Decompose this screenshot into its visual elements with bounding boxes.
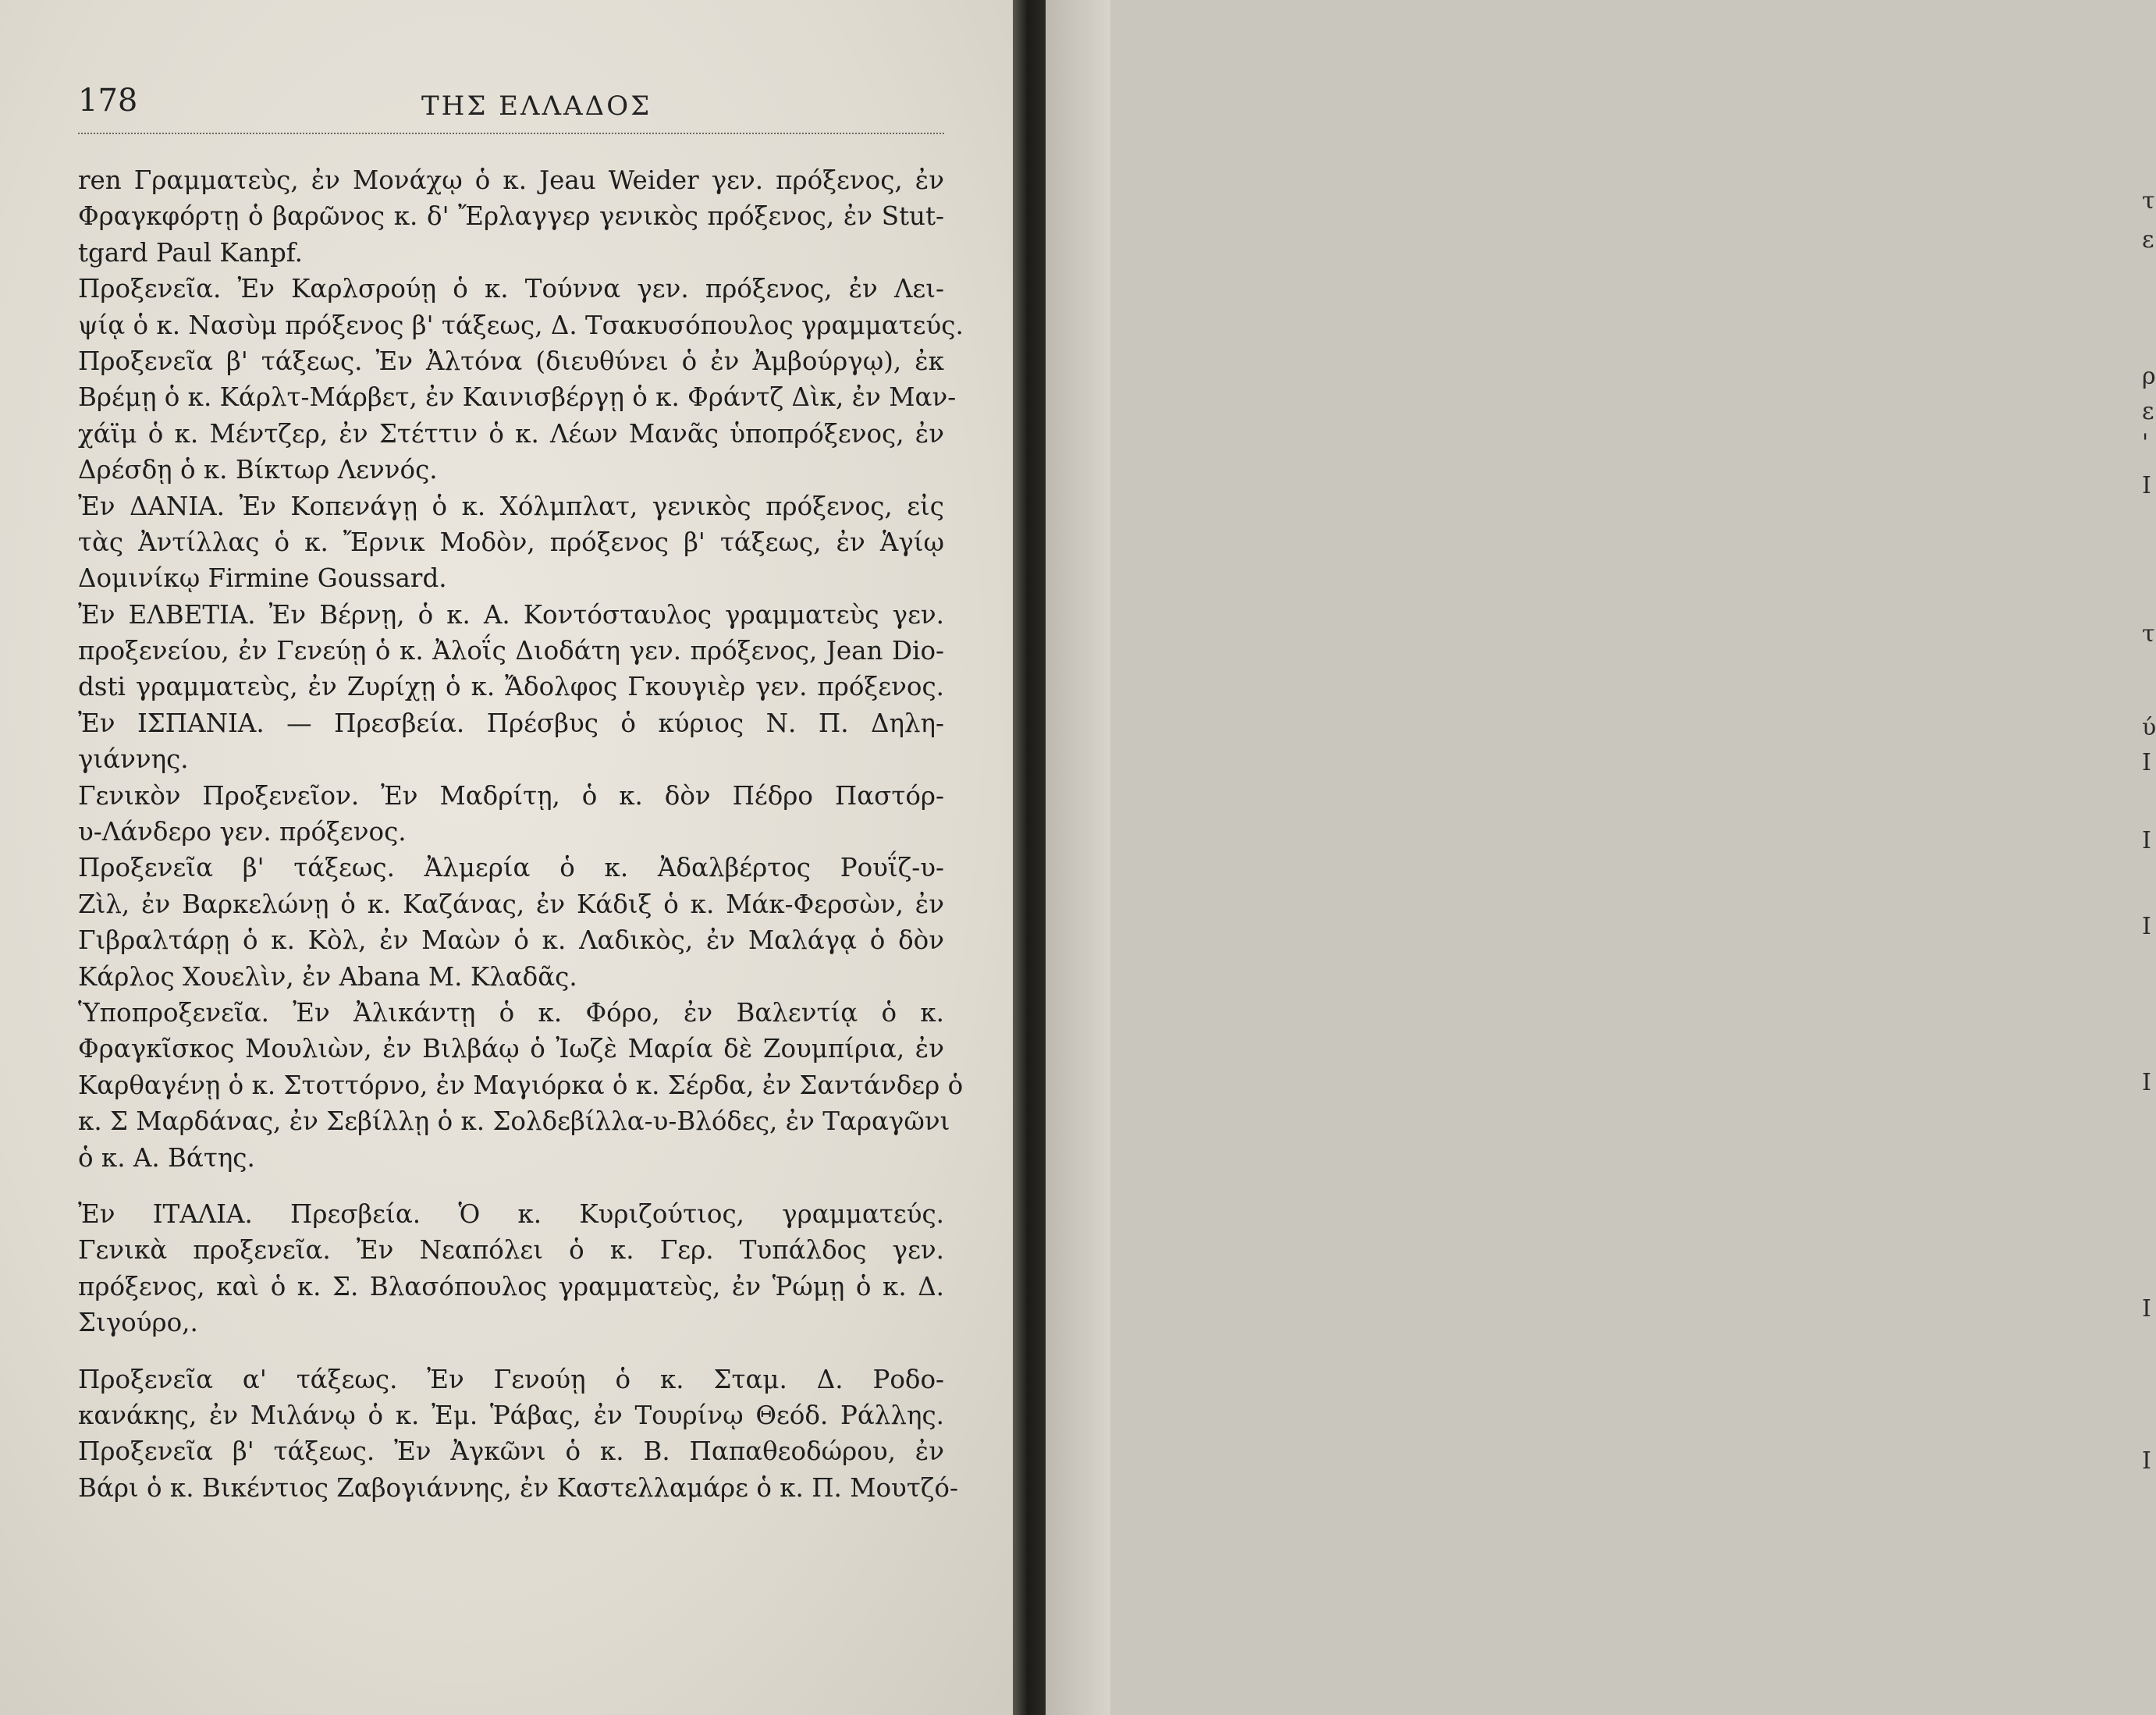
adjacent-page-char: Ι [2142,1447,2151,1475]
adjacent-page-edge [1046,0,2156,1715]
book-page [0,0,1022,1715]
adjacent-page-char: ε [2142,398,2154,425]
adjacent-page-char: Ι [2142,1069,2151,1096]
page-header [78,83,944,130]
text-line: Προξενεῖα β' τάξεως. Ἐν Ἀλτόνα (διευθύνει ὁ ἐν Ἀμβούργῳ), ἐκ [78,346,944,376]
adjacent-page-char: Ι [2142,1295,2151,1323]
text-line: Δρέσδῃ ὁ κ. Βίκτωρ Λεννός. [78,455,438,485]
adjacent-page-char: Ι [2142,827,2151,854]
adjacent-page-char: ε [2142,226,2154,254]
text-line: Ζὶλ, ἐν Βαρκελώνῃ ὁ κ. Καζάνας, ἐν Κάδιξ ὁ κ. Μάκ-Φερσὼν, ἐν [78,889,944,919]
text-line: ren Γραμματεὺς, ἐν Μονάχῳ ὁ κ. Jeau Weider γεν. πρόξενος, ἐν [78,165,944,195]
text-line: Βάρι ὁ κ. Βικέντιος Ζαβογιάννης, ἐν Καστελλαμάρε ὁ κ. Π. Μουτζό- [78,1472,958,1503]
adjacent-page-char: Ι [2142,749,2151,776]
text-line: Φραγκφόρτῃ ὁ βαρῶνος κ. δ' Ἔρλαγγερ γενικὸς πρόξενος, ἐν Stut- [78,201,944,232]
text-line: Σιγούρο,. [78,1308,198,1338]
text-line: Δομινίκῳ Firmine Goussard. [78,563,447,594]
text-line: Ἐν ΔΑΝΙΑ. Ἐν Κοπενάγῃ ὁ κ. Χόλμπλατ, γενικὸς πρόξενος, εἰς [78,491,944,521]
text-line: υ-Λάνδερο γεν. πρόξενος. [78,817,407,847]
text-line: Ἐν ΙΤΑΛΙΑ. Πρεσβεία. Ὁ κ. Κυριζούτιος, γραμματεύς. [78,1198,944,1229]
page-number: 178 [78,83,138,119]
text-body [78,162,964,1506]
book-gutter [1013,0,1046,1715]
adjacent-page-char: ' [2142,429,2149,456]
text-line: Προξενεῖα α' τάξεως. Ἐν Γενούῃ ὁ κ. Σταμ. Δ. Ροδο- [78,1364,944,1394]
text-line: Φραγκῖσκος Μουλιὼν, ἐν Βιλβάῳ ὁ Ἰωζὲ Μαρία δὲ Ζουμπίρια, ἐν [78,1034,944,1064]
adjacent-page-char: ρ [2142,363,2156,390]
text-line: Κάρλος Χουελὶν, ἐν Abana M. Κλαδᾶς. [78,961,577,992]
text-line: Ὑποπροξενεῖα. Ἐν Ἀλικάντῃ ὁ κ. Φόρο, ἐν Βαλεντίᾳ ὁ κ. [78,997,944,1028]
adjacent-page-char: τ [2142,187,2155,215]
running-title: ΤΗΣ ΕΛΛΑΔΟΣ [421,91,652,122]
text-line: προξενείου, ἐν Γενεύῃ ὁ κ. Ἀλοΐς Διοδάτη γεν. πρόξενος, Jean Dio- [78,636,944,666]
adjacent-page-char: τ [2142,620,2155,648]
text-line: Προξενεῖα. Ἐν Καρλσρούῃ ὁ κ. Τούννα γεν. πρόξενος, ἐν Λει- [78,274,944,304]
text-line: χάϊμ ὁ κ. Μέντζερ, ἐν Στέττιν ὁ κ. Λέων Μανᾶς ὑποπρόξενος, ἐν [78,418,944,449]
text-line: ψίᾳ ὁ κ. Νασὺμ πρόξενος β' τάξεως, Δ. Τσακυσόπουλος γραμματεύς. [78,310,964,340]
text-line: dsti γραμματεὺς, ἐν Ζυρίχῃ ὁ κ. Ἄδολφος Γκουγιὲρ γεν. πρόξενος. [78,672,944,702]
text-line: γιάννης. [78,744,189,775]
text-line: tgard Paul Kanpf. [78,237,303,268]
text-line: Βρέμῃ ὁ κ. Κάρλτ-Μάρβετ, ἐν Καινισβέργῃ ὁ κ. Φράντζ Δὶκ, ἐν Μαν- [78,382,957,413]
text-line: τὰς Ἀντίλλας ὁ κ. Ἔρνικ Μοδὸν, πρόξενος β' τάξεως, ἐν Ἁγίῳ [78,527,944,557]
text-line: Προξενεῖα β' τάξεως. Ἐν Ἀγκῶνι ὁ κ. Β. Παπαθεοδώρου, ἐν [78,1436,944,1467]
text-line: Γενικὸν Προξενεῖον. Ἐν Μαδρίτῃ, ὁ κ. δὸν Πέδρο Παστόρ- [78,780,944,811]
text-line: πρόξενος, καὶ ὁ κ. Σ. Βλασόπουλος γραμματεὺς, ἐν Ῥώμῃ ὁ κ. Δ. [78,1271,944,1301]
adjacent-page-char: Ι [2142,472,2151,499]
adjacent-page-char: Ι [2142,913,2151,940]
text-line: Προξενεῖα β' τάξεως. Ἀλμερία ὁ κ. Ἀδαλβέρτος Ρουΐζ-υ- [78,853,944,883]
text-line: κανάκης, ἐν Μιλάνῳ ὁ κ. Ἐμ. Ῥάβας, ἐν Τουρίνῳ Θεόδ. Ράλλης. [78,1400,944,1430]
text-line: κ. Σ Μαρδάνας, ἐν Σεβίλλῃ ὁ κ. Σολδεβίλλα-υ-Βλόδες, ἐν Ταραγῶνι [78,1106,950,1137]
text-line: Ἐν ΙΣΠΑΝΙΑ. — Πρεσβεία. Πρέσβυς ὁ κύριος Ν. Π. Δηλη- [78,708,944,738]
header-rule [78,133,944,134]
text-line: Γιβραλτάρῃ ὁ κ. Κὸλ, ἐν Μαὼν ὁ κ. Λαδικὸς, ἐν Μαλάγᾳ ὁ δὸν [78,925,944,956]
text-line: Καρθαγένῃ ὁ κ. Στοττόρνο, ἐν Μαγιόρκα ὁ κ. Σέρδα, ἐν Σαντάνδερ ὁ [78,1070,964,1100]
text-line: Γενικὰ προξενεῖα. Ἐν Νεαπόλει ὁ κ. Γερ. Τυπάλδος γεν. [78,1235,944,1266]
text-line: Ἐν ΕΛΒΕΤΙΑ. Ἐν Βέρνῃ, ὁ κ. Α. Κοντόσταυλος γραμματεὺς γεν. [78,599,944,630]
text-line: ὁ κ. Α. Βάτης. [78,1142,255,1173]
adjacent-page-char: ύ [2142,714,2156,741]
